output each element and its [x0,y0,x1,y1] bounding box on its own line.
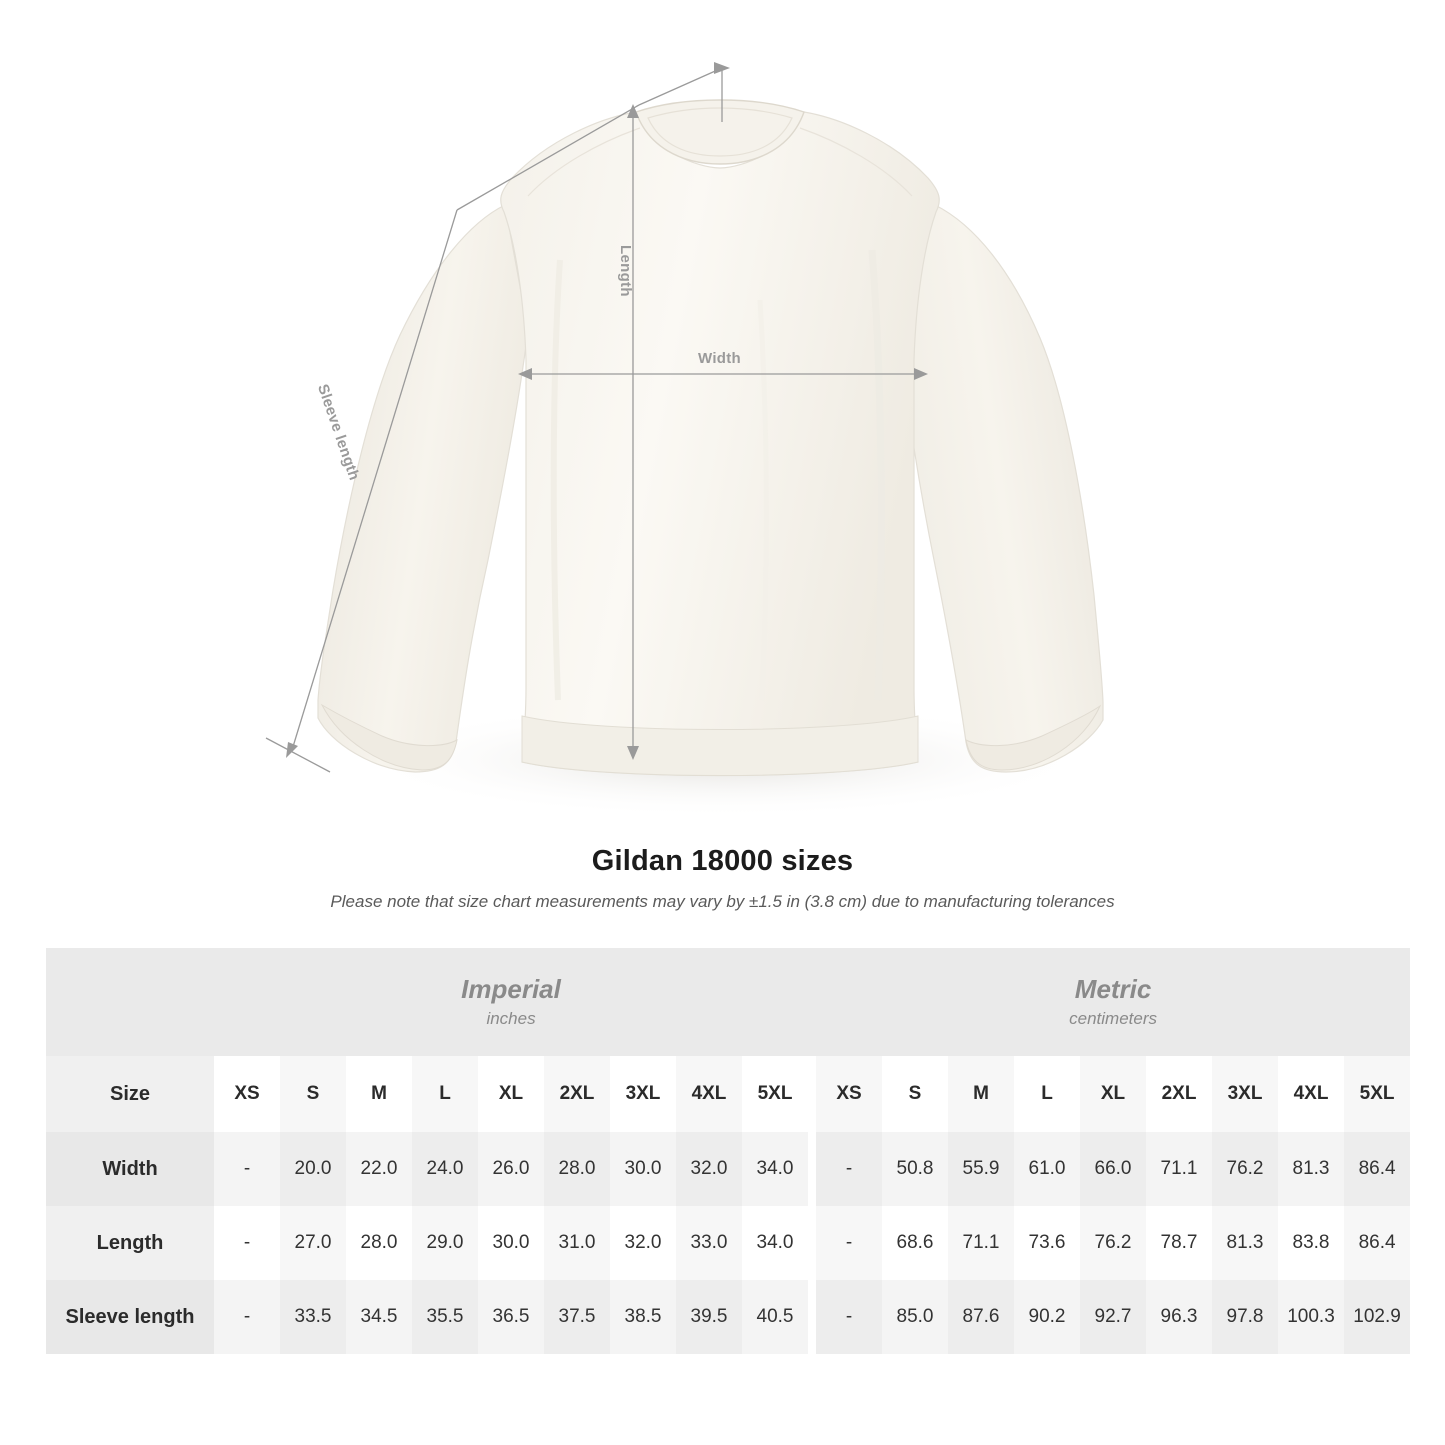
header-metric-4xl: 4XL [1278,1056,1344,1132]
header-metric-s: S [882,1056,948,1132]
cell-width-metric-5xl: 86.4 [1344,1132,1410,1206]
cell-sleeve-imperial-4xl: 39.5 [676,1280,742,1354]
cell-width-imperial-2xl: 28.0 [544,1132,610,1206]
cell-sleeve-metric-2xl: 96.3 [1146,1280,1212,1354]
header-metric-m: M [948,1056,1014,1132]
cell-width-imperial-m: 22.0 [346,1132,412,1206]
cell-length-imperial-4xl: 33.0 [676,1206,742,1280]
system-imperial [214,948,808,1056]
cell-length-metric-2xl: 78.7 [1146,1206,1212,1280]
cell-width-metric-xl: 66.0 [1080,1132,1146,1206]
row-label-width: Width [46,1132,214,1206]
cell-length-metric-4xl: 83.8 [1278,1206,1344,1280]
sweatshirt-shape [318,100,1103,776]
cell-width-imperial-3xl: 30.0 [610,1132,676,1206]
cell-length-imperial-3xl: 32.0 [610,1206,676,1280]
cell-sleeve-metric-s: 85.0 [882,1280,948,1354]
column-separator [808,1206,816,1280]
cell-sleeve-metric-l: 90.2 [1014,1280,1080,1354]
system-metric [816,948,1410,1056]
header-metric-3xl: 3XL [1212,1056,1278,1132]
cell-sleeve-imperial-xs: - [214,1280,280,1354]
page-title: Gildan 18000 sizes [591,845,854,877]
system-imperial-name: Imperial [461,973,561,1004]
cell-width-metric-2xl: 71.1 [1146,1132,1212,1206]
column-separator [808,1132,816,1206]
cell-sleeve-imperial-xl: 36.5 [478,1280,544,1354]
header-imperial-l: L [412,1056,478,1132]
cell-width-imperial-5xl: 34.0 [742,1132,808,1206]
cell-sleeve-metric-xs: - [816,1280,882,1354]
cell-sleeve-imperial-l: 35.5 [412,1280,478,1354]
row-label-sleeve-length: Sleeve length [46,1280,214,1354]
cell-width-imperial-xs: - [214,1132,280,1206]
header-metric-xl: XL [1080,1056,1146,1132]
cell-length-imperial-2xl: 31.0 [544,1206,610,1280]
cell-width-metric-xs: - [816,1132,882,1206]
cell-width-metric-4xl: 81.3 [1278,1132,1344,1206]
cell-length-imperial-xl: 30.0 [478,1206,544,1280]
cell-sleeve-imperial-3xl: 38.5 [610,1280,676,1354]
system-banner-row [46,948,1410,1056]
cell-length-metric-5xl: 86.4 [1344,1206,1410,1280]
cell-length-metric-xl: 76.2 [1080,1206,1146,1280]
header-imperial-5xl: 5XL [742,1056,808,1132]
width-dimension-label: Width [698,350,742,367]
cell-width-imperial-xl: 26.0 [478,1132,544,1206]
cell-width-imperial-4xl: 32.0 [676,1132,742,1206]
row-label-length: Length [46,1206,214,1280]
length-dimension-label: Length [617,245,634,297]
title-block [0,845,1445,912]
tolerance-note: Please note that size chart measurements may vary by ±1.5 in (3.8 cm) due to manufacturing tolerances [330,892,1115,911]
header-metric-xs: XS [816,1056,882,1132]
cell-length-metric-xs: - [816,1206,882,1280]
cell-width-imperial-s: 20.0 [280,1132,346,1206]
size-table-container [46,948,1401,1354]
cell-length-imperial-xs: - [214,1206,280,1280]
cell-length-imperial-m: 28.0 [346,1206,412,1280]
cell-sleeve-metric-5xl: 102.9 [1344,1280,1410,1354]
header-imperial-4xl: 4XL [676,1056,742,1132]
cell-width-metric-m: 55.9 [948,1132,1014,1206]
cell-length-imperial-l: 29.0 [412,1206,478,1280]
cell-length-metric-s: 68.6 [882,1206,948,1280]
cell-sleeve-imperial-m: 34.5 [346,1280,412,1354]
cell-sleeve-imperial-5xl: 40.5 [742,1280,808,1354]
table-row [46,1132,1410,1206]
cell-sleeve-metric-m: 87.6 [948,1280,1014,1354]
header-metric-5xl: 5XL [1344,1056,1410,1132]
system-metric-unit: centimeters [1069,1009,1158,1029]
column-separator [808,948,816,1056]
cell-sleeve-metric-xl: 92.7 [1080,1280,1146,1354]
table-header-row [46,1056,1410,1132]
cell-length-imperial-5xl: 34.0 [742,1206,808,1280]
cell-sleeve-metric-3xl: 97.8 [1212,1280,1278,1354]
header-imperial-xs: XS [214,1056,280,1132]
cell-length-metric-m: 71.1 [948,1206,1014,1280]
header-imperial-s: S [280,1056,346,1132]
cell-length-metric-3xl: 81.3 [1212,1206,1278,1280]
table-row [46,1280,1410,1354]
cell-sleeve-imperial-2xl: 37.5 [544,1280,610,1354]
cell-width-imperial-l: 24.0 [412,1132,478,1206]
column-separator [808,1056,816,1132]
header-size: Size [46,1056,214,1132]
cell-width-metric-l: 61.0 [1014,1132,1080,1206]
table-row [46,1206,1410,1280]
cell-length-metric-l: 73.6 [1014,1206,1080,1280]
sleeve-length-dimension-label: Sleeve length [313,382,363,483]
header-metric-l: L [1014,1056,1080,1132]
header-imperial-xl: XL [478,1056,544,1132]
system-imperial-unit: inches [486,1009,536,1029]
cell-sleeve-metric-4xl: 100.3 [1278,1280,1344,1354]
system-metric-name: Metric [1074,973,1152,1004]
cell-sleeve-imperial-s: 33.5 [280,1280,346,1354]
cell-length-imperial-s: 27.0 [280,1206,346,1280]
size-table [46,948,1410,1354]
banner-spacer [46,948,214,1056]
column-separator [808,1280,816,1354]
cell-width-metric-s: 50.8 [882,1132,948,1206]
header-imperial-m: M [346,1056,412,1132]
header-imperial-2xl: 2XL [544,1056,610,1132]
header-imperial-3xl: 3XL [610,1056,676,1132]
cell-width-metric-3xl: 76.2 [1212,1132,1278,1206]
header-metric-2xl: 2XL [1146,1056,1212,1132]
